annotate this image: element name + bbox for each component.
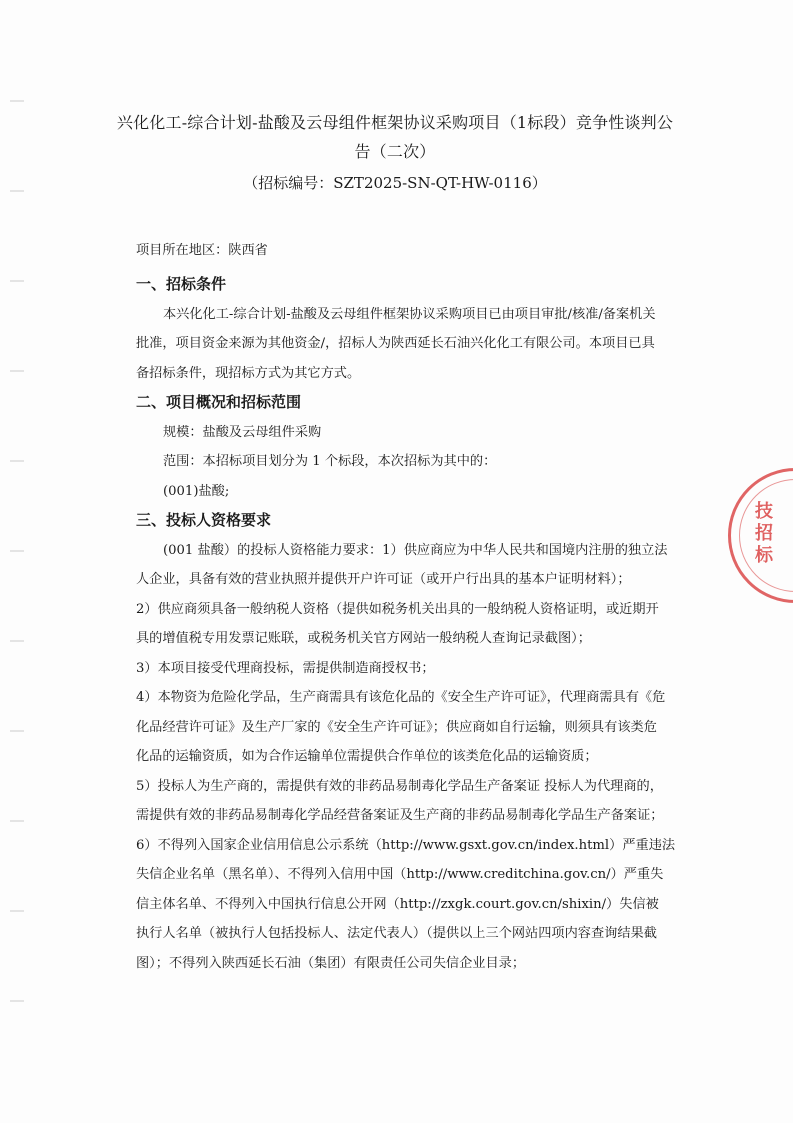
section-2-line: 规模：盐酸及云母组件采购: [163, 424, 322, 440]
section-3-line: 化品的运输资质，如为合作运输单位需提供合作单位的该类危化品的运输资质；: [136, 749, 598, 764]
project-region: [136, 236, 692, 266]
section-3-line: 信主体名单、不得列入中国执行信息公开网（http://zxgk.court.gov.cn/shixin/）失信被: [136, 896, 659, 912]
section-1-line: 本兴化化工-综合计划-盐酸及云母组件框架协议采购项目已由项目审批/核准/备案机关: [163, 306, 656, 322]
section-heading-2: 二、项目概况和招标范围: [136, 393, 302, 411]
section-3-line: 3）本项目接受代理商投标，需提供制造商授权书；: [136, 660, 435, 676]
section-2-line: (001)盐酸;: [163, 483, 230, 499]
document-body: [136, 270, 692, 978]
section-1-line: 批准，项目资金来源为其他资金/，招标人为陕西延长石油兴化化工有限公司。本项目已具: [136, 336, 655, 351]
binding-marks: [10, 60, 24, 1060]
document-title: [100, 108, 690, 166]
section-3-line: 图）；不得列入陕西延长石油（集团）有限责任公司失信企业目录；: [136, 955, 526, 971]
section-3-line: 具的增值税专用发票记账联，或税务机关官方网站一般纳税人查询记录截图）；: [136, 631, 591, 646]
section-1-line: 备招标条件，现招标方式为其它方式。: [136, 365, 361, 381]
section-3-line: 6）不得列入国家企业信用信息公示系统（http://www.gsxt.gov.cn/index.html）严重违法: [136, 837, 676, 853]
section-3-line: 人企业，具备有效的营业执照并提供开户许可证（或开户行出具的基本户证明材料）；: [136, 572, 631, 587]
title-line-1: 兴化化工-综合计划-盐酸及云母组件框架协议采购项目（1标段）竞争性谈判公: [116, 113, 674, 132]
section-3-line: 5）投标人为生产商的，需提供有效的非药品易制毒化学品生产备案证 投标人为代理商的，: [136, 778, 663, 794]
section-heading-1: 一、招标条件: [136, 275, 227, 293]
section-3-line: 化品经营许可证》及生产厂家的《安全生产许可证》；供应商如自行运输，则须具有该类危: [136, 719, 657, 735]
section-3-line: 执行人名单（被执行人包括投标人、法定代表人）（提供以上三个网站四项内容查询结果截: [136, 926, 657, 941]
section-3-line: (001 盐酸）的投标人资格能力要求：1）供应商应为中华人民共和国境内注册的独立法: [163, 542, 668, 558]
seal-text: 技招标: [752, 501, 773, 567]
section-3-line: 失信企业名单（黑名单）、不得列入信用中国（http://www.creditchina.gov.cn/）严重失: [136, 867, 664, 882]
tender-code: （招标编号：SZT2025-SN-QT-HW-0116）: [243, 174, 547, 192]
section-2-line: 范围：本招标项目划分为 1 个标段，本次招标为其中的：: [163, 454, 497, 469]
official-seal: [728, 468, 793, 603]
section-3-line: 4）本物资为危险化学品，生产商需具有该危化品的《安全生产许可证》，代理商需具有《危: [136, 690, 666, 705]
region-text: 项目所在地区：陕西省: [136, 243, 268, 258]
title-line-2: 告（二次）: [354, 142, 436, 161]
section-heading-3: 三、投标人资格要求: [136, 511, 272, 529]
section-3-line: 需提供有效的非药品易制毒化学品经营备案证及生产商的非药品易制毒化学品生产备案证；: [136, 808, 664, 823]
section-3-line: 2）供应商须具备一般纳税人资格（提供如税务机关出具的一般纳税人资格证明，或近期开: [136, 601, 659, 617]
